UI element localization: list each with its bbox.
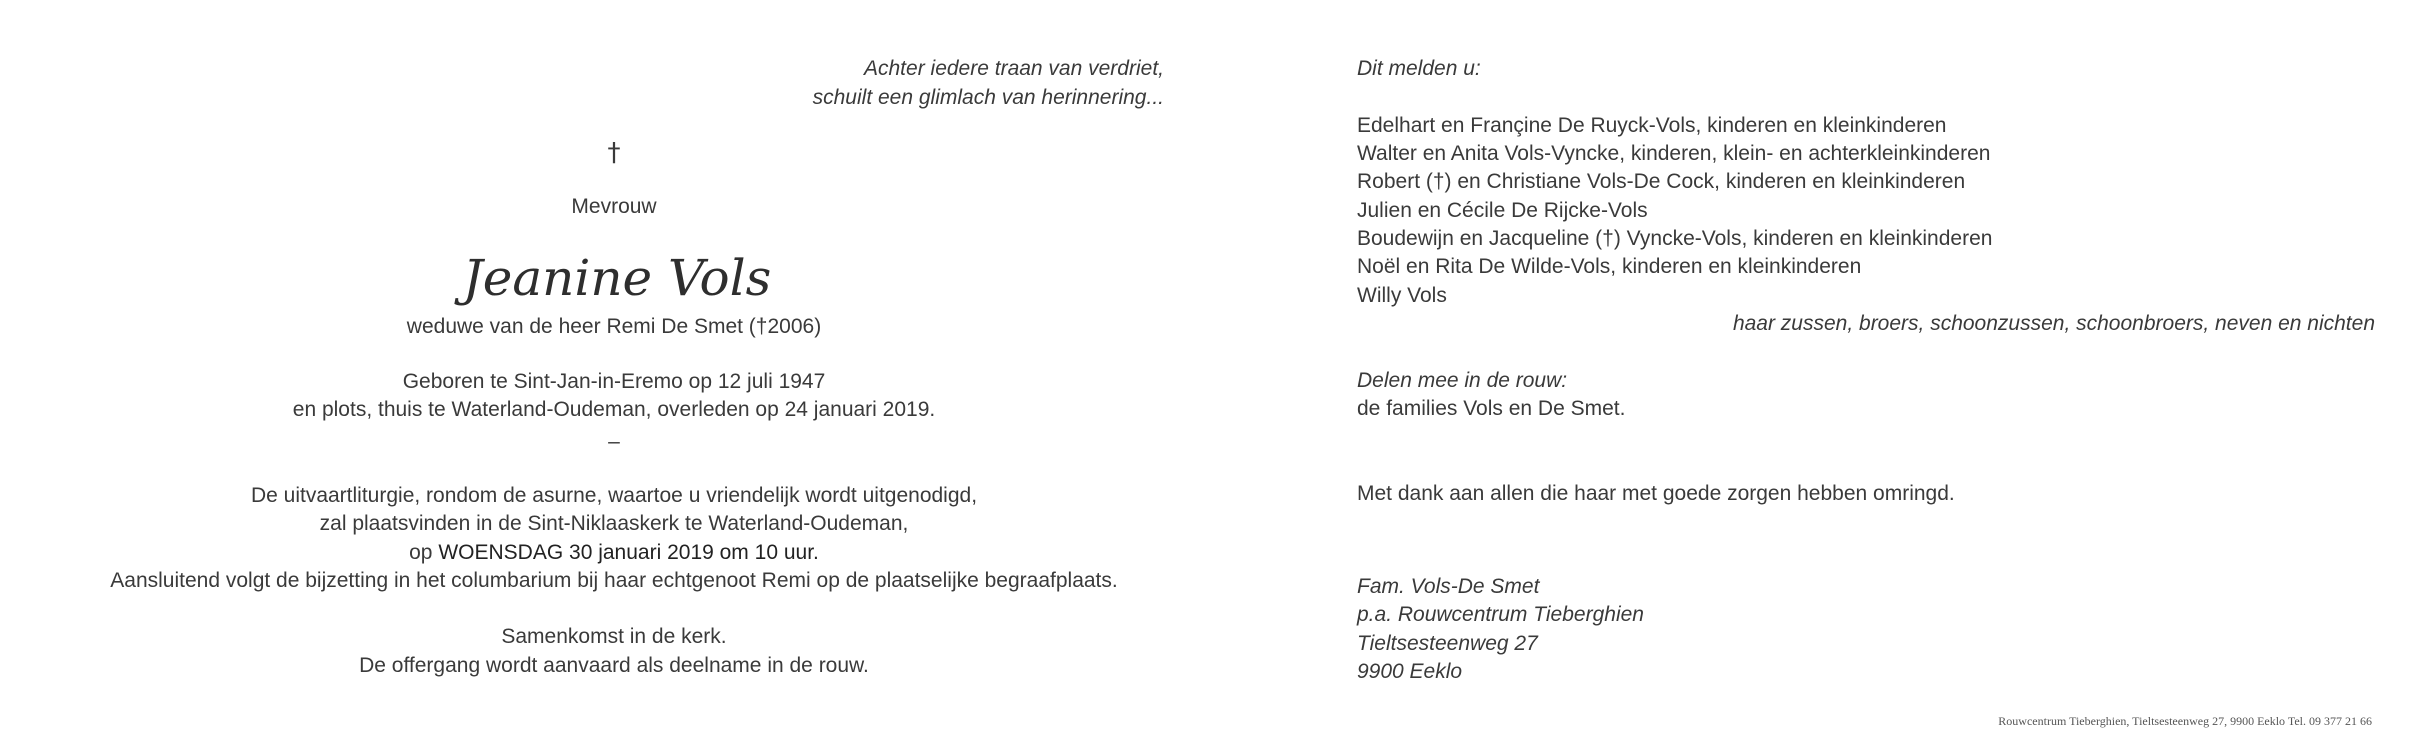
gathering-line-1: Samenkomst in de kerk. [501,625,727,648]
family-line: Walter en Anita Vols-Vyncke, kinderen, klein- en achterkleinkinderen [1357,142,1991,165]
birth-line: Geboren te Sint-Jan-in-Eremo op 12 juli 1947 [402,370,826,393]
family-line: Robert (†) en Christiane Vols-De Cock, kinderen en kleinkinderen [1357,170,1966,193]
quote-line-1: Achter iedere traan van verdriet, [864,57,1164,80]
family-line: Edelhart en Françine De Ruyck-Vols, kinderen en kleinkinderen [1357,114,1947,137]
footer-note: Rouwcentrum Tieberghien, Tieltsesteenweg 27, 9900 Eeklo Tel. 09 377 21 66 [1998,714,2372,728]
intro-line: Dit melden u: [1357,57,1481,80]
address-line: Tieltsesteenweg 27 [1357,632,1538,655]
mourning-families: de families Vols en De Smet. [1357,397,1626,420]
widow-line: weduwe van de heer Remi De Smet (†2006) [406,315,822,338]
address-line: 9900 Eeklo [1357,660,1463,683]
title-label: Mevrouw [571,195,657,218]
service-date-line [409,539,819,567]
address-line: p.a. Rouwcentrum Tieberghien [1357,603,1644,626]
relatives-line: haar zussen, broers, schoonzussen, schoonbroers, neven en nichten [1732,312,2375,335]
divider: – [608,430,620,453]
mourning-intro: Delen mee in de rouw: [1357,369,1568,392]
death-line: en plots, thuis te Waterland-Oudeman, overleden op 24 januari 2019. [292,398,936,421]
quote-line-2: schuilt een glimlach van herinnering... [812,86,1164,109]
service-line-1: De uitvaartliturgie, rondom de asurne, waartoe u vriendelijk wordt uitgenodigd, [250,484,978,507]
service-date-prefix: op [409,541,439,564]
service-line-2: zal plaatsvinden in de Sint-Niklaaskerk te Waterland-Oudeman, [319,512,909,535]
family-line: Willy Vols [1357,284,1447,307]
cross-symbol: † [607,138,621,168]
family-line: Boudewijn en Jacqueline (†) Vyncke-Vols, kinderen en kleinkinderen [1357,227,1993,250]
thanks-line: Met dank aan allen die haar met goede zorgen hebben omringd. [1357,482,1955,505]
burial-line: Aansluitend volgt de bijzetting in het columbarium bij haar echtgenoot Remi op de plaatselijke begraafplaats. [110,569,1118,592]
family-line: Noël en Rita De Wilde-Vols, kinderen en kleinkinderen [1357,255,1862,278]
family-line: Julien en Cécile De Rijcke-Vols [1357,199,1648,222]
address-line: Fam. Vols-De Smet [1357,575,1540,598]
gathering-line-2: De offergang wordt aanvaard als deelname in de rouw. [359,654,869,677]
deceased-name: Jeanine Vols [462,249,772,307]
service-date: WOENSDAG 30 januari 2019 om 10 uur. [438,541,819,564]
